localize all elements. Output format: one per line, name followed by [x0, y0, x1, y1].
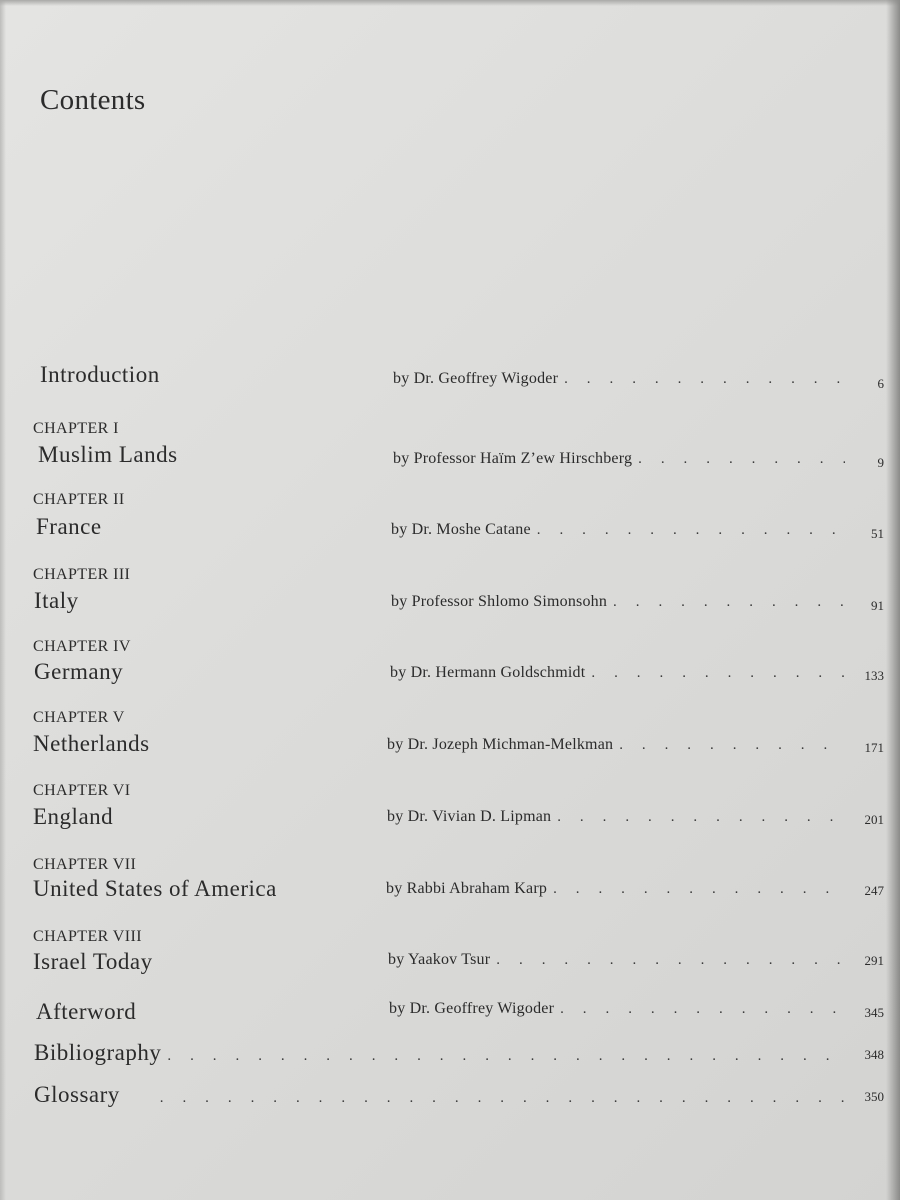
entry-author: by Rabbi Abraham Karp: [386, 880, 548, 897]
page-number: 350: [864, 1089, 884, 1104]
author-line: [389, 1000, 845, 1024]
chapter-number: CHAPTER I: [33, 420, 119, 437]
dot-leader: [613, 594, 845, 611]
entry-title: Italy: [34, 588, 79, 613]
dot-leader: [553, 881, 845, 898]
dot-leader: [564, 371, 845, 388]
chapter-number: CHAPTER V: [33, 709, 125, 726]
entry-title: Bibliography: [34, 1040, 162, 1065]
entry-author: by Professor Shlomo Simonsohn: [391, 593, 608, 610]
page-number: 133: [864, 668, 884, 683]
entry-author: by Dr. Hermann Goldschmidt: [390, 664, 586, 681]
chapter-number: CHAPTER III: [33, 566, 131, 583]
author-line: [390, 664, 845, 688]
author-line: [387, 736, 845, 760]
dot-leader: [496, 952, 845, 969]
chapter-number: CHAPTER VI: [33, 782, 131, 799]
entry-author: by Dr. Geoffrey Wigoder: [389, 1000, 555, 1017]
page-title: Contents: [40, 84, 146, 116]
author-line: [391, 593, 845, 617]
dot-leader: [619, 737, 845, 754]
entry-title: Israel Today: [33, 949, 153, 974]
entry-title: Afterword: [36, 999, 137, 1024]
entry-title: United States of America: [33, 876, 277, 901]
entry-author: by Dr. Geoffrey Wigoder: [393, 370, 559, 387]
chapter-number: CHAPTER VII: [33, 856, 137, 873]
page-number: 9: [877, 455, 884, 470]
page-number: 201: [864, 812, 884, 827]
page-number: 91: [871, 598, 884, 613]
chapter-number: CHAPTER VIII: [33, 928, 142, 945]
entry-title: Netherlands: [33, 731, 150, 756]
dot-leader: [638, 451, 845, 468]
author-line: [393, 370, 845, 394]
chapter-number: CHAPTER IV: [33, 638, 131, 655]
entry-title: Glossary: [34, 1082, 120, 1107]
author-line: [391, 521, 845, 545]
entry-author: by Dr. Moshe Catane: [391, 521, 531, 538]
page-number: 6: [877, 376, 884, 391]
page-number: 345: [864, 1005, 884, 1020]
chapter-number: CHAPTER II: [33, 491, 125, 508]
entry-title: England: [33, 804, 114, 829]
author-line: [388, 951, 845, 975]
author-line: [386, 880, 845, 904]
entry-author: by Professor Haïm Z’ew Hirschberg: [393, 450, 633, 467]
author-line: [393, 450, 845, 474]
page-number: 348: [864, 1047, 884, 1062]
page-number: 171: [864, 740, 884, 755]
dot-leader: [160, 1090, 845, 1107]
entry-title: France: [36, 514, 102, 539]
dot-leader: [557, 809, 845, 826]
author-line: [387, 808, 845, 832]
entry-title: Germany: [34, 659, 124, 684]
dot-leader: [167, 1048, 845, 1065]
page-number: 51: [871, 526, 884, 541]
page-number: 291: [864, 953, 884, 968]
entry-author: by Yaakov Tsur: [388, 951, 491, 968]
entry-author: by Dr. Jozeph Michman-Melkman: [387, 736, 614, 753]
dot-leader: [537, 522, 845, 539]
dot-leader: [591, 665, 845, 682]
title-line: [34, 1082, 845, 1114]
entry-author: by Dr. Vivian D. Lipman: [387, 808, 552, 825]
page-number: 247: [864, 883, 884, 898]
entry-title: Introduction: [40, 362, 160, 387]
title-line: [34, 1040, 845, 1072]
entry-title: Muslim Lands: [38, 442, 178, 467]
dot-leader: [560, 1001, 845, 1018]
